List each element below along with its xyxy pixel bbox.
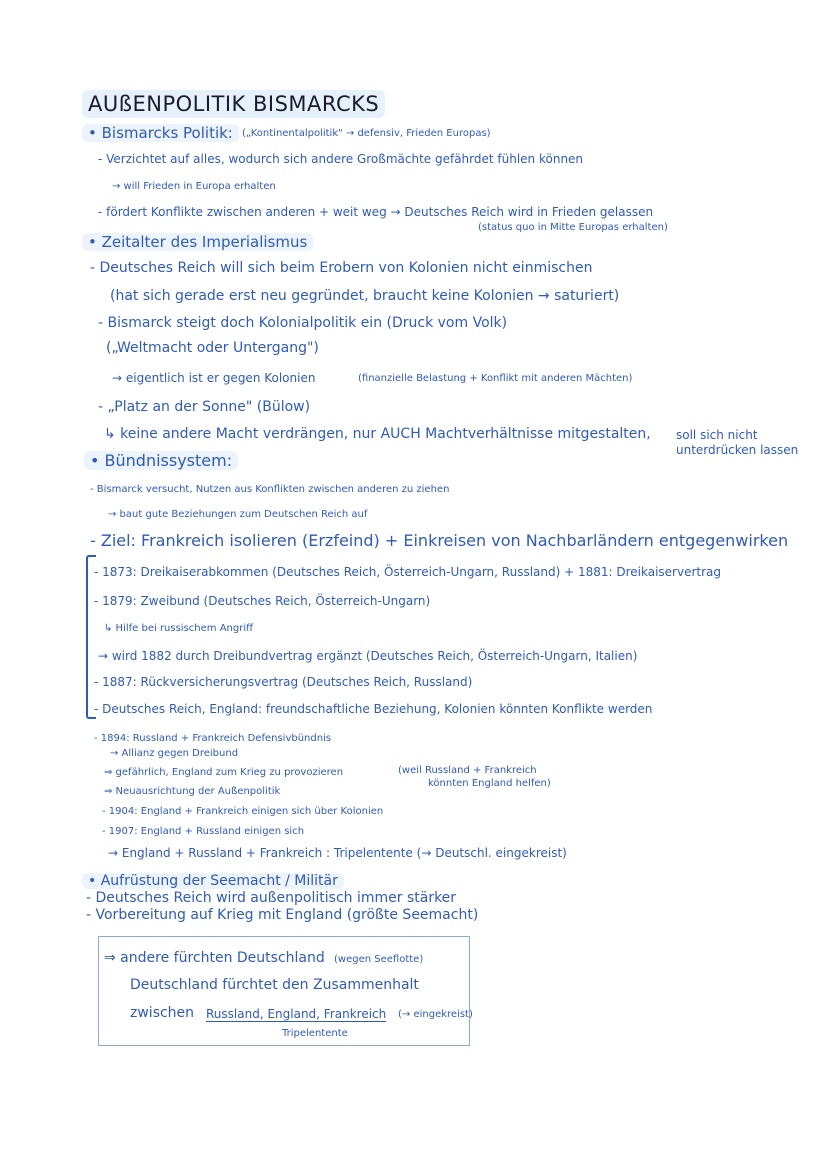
summary-line-3-prefix: zwischen	[130, 1005, 195, 1021]
summary-line-1: ⇒ andere fürchten Deutschland	[104, 950, 325, 966]
text-line: („Weltmacht oder Untergang")	[106, 340, 319, 356]
brace-label: Tripelentente	[282, 1028, 348, 1039]
treaty-line: ↳ Hilfe bei russischem Angriff	[104, 623, 254, 634]
heading-aufruestung: • Aufrüstung der Seemacht / Militär	[82, 873, 344, 889]
text-line: (finanzielle Belastung + Konflikt mit anderen Mächten)	[358, 373, 633, 384]
text-line: (status quo in Mitte Europas erhalten)	[478, 222, 668, 233]
treaty-line: → wird 1882 durch Dreibundvertrag ergänzt (Deutsches Reich, Österreich-Ungarn, Italien)	[98, 649, 638, 663]
text-line: - „Platz an der Sonne" (Bülow)	[98, 399, 311, 415]
heading-imperialismus: • Zeitalter des Imperialismus	[82, 233, 313, 251]
text-line: - 1907: England + Russland einigen sich	[102, 826, 305, 837]
text-line: - fördert Konflikte zwischen anderen + weit weg → Deutsches Reich wird in Frieden gelassen	[98, 205, 654, 219]
text-line: ↳ keine andere Macht verdrängen, nur AUCH Machtverhältnisse mitgestalten,	[104, 426, 651, 442]
text-line: ⇒ Neuausrichtung der Außenpolitik	[104, 786, 281, 797]
text-line: - Ziel: Frankreich isolieren (Erzfeind) + Einkreisen von Nachbarländern entgegenwirken	[90, 531, 789, 550]
text-line: → Allianz gegen Dreibund	[110, 748, 239, 759]
treaty-line: - 1879: Zweibund (Deutsches Reich, Österreich-Ungarn)	[94, 594, 431, 608]
text-line: → will Frieden in Europa erhalten	[112, 181, 276, 192]
text-line: (weil Russland + Frankreich	[398, 765, 537, 776]
text-line: - Bismarck steigt doch Kolonialpolitik ein (Druck vom Volk)	[98, 315, 508, 331]
text-line: → baut gute Beziehungen zum Deutschen Reich auf	[108, 509, 368, 520]
text-line: soll sich nicht	[676, 428, 758, 442]
treaty-bracket	[86, 555, 96, 719]
text-line: → eigentlich ist er gegen Kolonien	[112, 371, 316, 385]
text-line: (hat sich gerade erst neu gegründet, braucht keine Kolonien → saturiert)	[110, 288, 620, 304]
text-line: - 1904: England + Frankreich einigen sich über Kolonien	[102, 806, 384, 817]
summary-note-3: (→ eingekreist)	[398, 1009, 473, 1020]
summary-line-3-countries: Russland, England, Frankreich	[206, 1007, 387, 1021]
text-line: - Deutsches Reich will sich beim Erobern von Kolonien nicht einmischen	[90, 260, 593, 276]
text-line: unterdrücken lassen	[676, 443, 799, 457]
treaty-line: - Deutsches Reich, England: freundschaftliche Beziehung, Kolonien könnten Konflikte werden	[94, 702, 653, 716]
summary-note-1: (wegen Seeflotte)	[334, 954, 424, 965]
text-line: - Bismarck versucht, Nutzen aus Konflikten zwischen anderen zu ziehen	[90, 484, 450, 495]
treaty-line: - 1873: Dreikaiserabkommen (Deutsches Reich, Österreich-Ungarn, Russland) + 1881: Dreikaiservertrag	[94, 565, 722, 579]
heading-bismarcks-politik: • Bismarcks Politik:	[82, 124, 239, 142]
text-line: - 1894: Russland + Frankreich Defensivbündnis	[94, 733, 332, 744]
heading-buendnissystem: • Bündnissystem:	[84, 451, 238, 470]
text-line: → England + Russland + Frankreich : Tripelentente (→ Deutschl. eingekreist)	[108, 846, 567, 860]
treaty-line: - 1887: Rückversicherungsvertrag (Deutsches Reich, Russland)	[94, 675, 473, 689]
text-line: könnten England helfen)	[428, 778, 551, 789]
note-kontinentalpolitik: („Kontinentalpolitik" → defensiv, Frieden Europas)	[242, 128, 491, 139]
text-line: - Vorbereitung auf Krieg mit England (größte Seemacht)	[86, 907, 479, 923]
page-title: AUßENPOLITIK BISMARCKS	[82, 90, 385, 118]
text-line: ⇒ gefährlich, England zum Krieg zu provozieren	[104, 767, 344, 778]
text-line: - Deutsches Reich wird außenpolitisch immer stärker	[86, 890, 457, 906]
text-line: - Verzichtet auf alles, wodurch sich andere Großmächte gefährdet fühlen können	[98, 152, 584, 166]
summary-line-2: Deutschland fürchtet den Zusammenhalt	[130, 977, 419, 993]
